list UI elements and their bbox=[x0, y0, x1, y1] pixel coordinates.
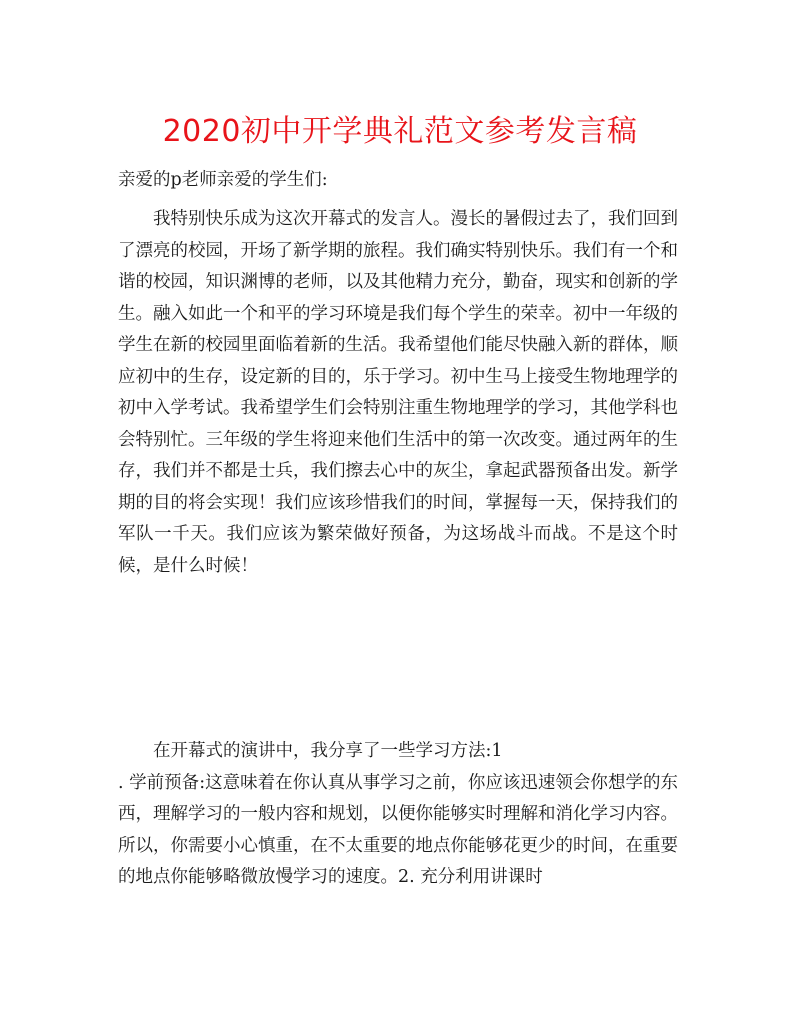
paragraph-opening: 我特别快乐成为这次开幕式的发言人。漫长的暑假过去了，我们回到了漂亮的校园，开场了新学期的旅程。我们确实特别快乐。我们有一个和谐的校园，知识渊博的老师，以及其他精力充分，勤奋，现实和创新的学生。融入如此一个和平的学习环境是我们每个学生的荣幸。初中一年级的学生在新的校园里面临着新的生活。我希望他们能尽快融入新的群体，顺应初中的生存，设定新的目的，乐于学习。初中生马上接受生物地理学的初中入学考试。我希望学生们会特别注重生物地理学的学习，其他学科也会特别忙。三年级的学生将迎来他们生活中的第一次改变。通过两年的生存，我们并不都是士兵，我们擦去心中的灰尘，拿起武器预备出发。新学期的目的将会实现！我们应该珍惜我们的时间，掌握每一天，保持我们的军队一千天。我们应该为繁荣做好预备，为这场战斗而战。不是这个时候，是什么时候！ bbox=[118, 209, 678, 576]
paragraph-study-methods-continuation: . 学前预备:这意味着在你认真从事学习之前，你应该迅速领会你想学的东西，理解学习的一般内容和规划，以便你能够实时理解和消化学习内容。所以，你需要小心慎重，在不太重要的地点你能够花更少的时间，在重要的地点你能够略微放慢学习的速度。2. 充分利用讲课时 bbox=[118, 772, 678, 887]
paragraph-study-methods bbox=[118, 736, 678, 894]
paragraph-study-methods-intro: 在开幕式的演讲中，我分享了一些学习方法:1 bbox=[153, 741, 503, 761]
salutation: 亲爱的p老师亲爱的学生们: bbox=[118, 170, 328, 190]
document-title: 2020初中开学典礼范文参考发言稿 bbox=[162, 114, 638, 149]
